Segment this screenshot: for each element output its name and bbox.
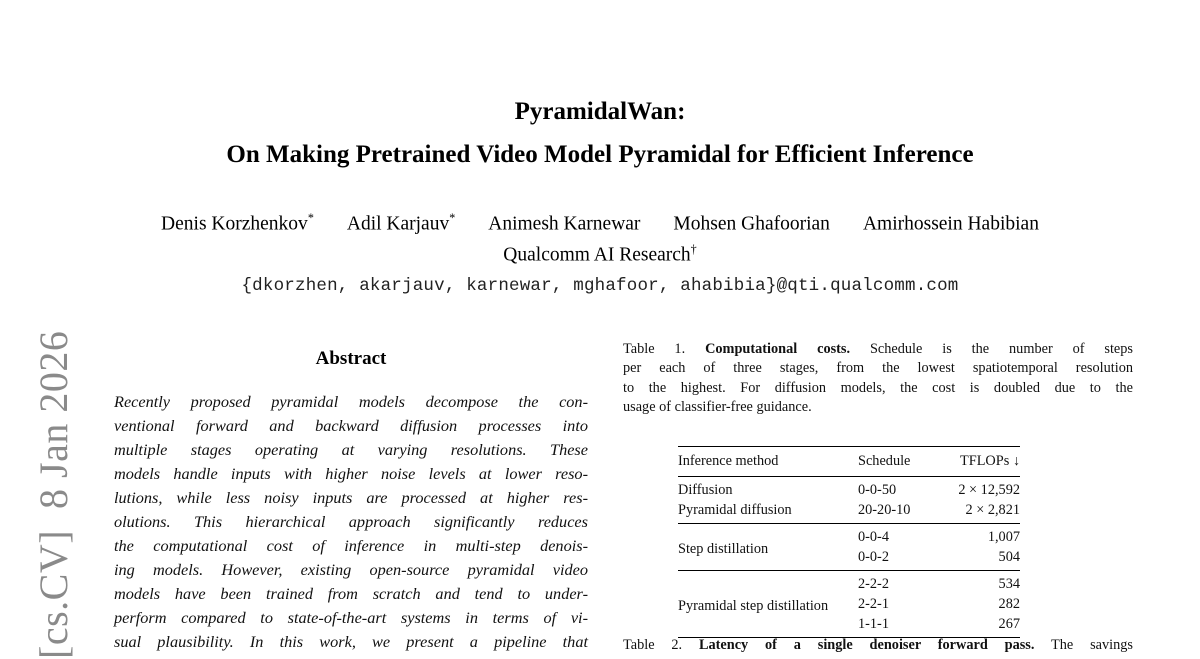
author-name: Mohsen Ghafoorian [673,213,830,235]
abstract-heading: Abstract [315,348,387,369]
paper-title [0,90,1200,176]
affiliation-mark: † [690,242,697,256]
abstract-line: the computational cost of inference in multi-step denois- [114,536,588,555]
abstract-line: multiple stages operating at varying resolutions. These [114,440,588,459]
table-row: 2-2-1 282 [858,596,1020,612]
author-name: Denis Korzhenkov* [161,211,314,235]
abstract-line: models have been trained from scratch and tend to under- [114,584,588,603]
paper-title-line-1: PyramidalWan: [514,98,686,125]
table-row: 1-1-1 267 [858,616,1020,632]
table2-caption [623,636,1133,655]
abstract-line: ventional forward and backward diffusion processes into [114,416,588,435]
abstract-line: models handle inputs with higher noise levels at lower reso- [114,464,588,483]
col-header-inference-method: Inference method [678,447,858,477]
abstract-line: ing models. However, existing open-source pyramidal video [114,560,588,579]
abstract-line: Recently proposed pyramidal models decompose the con- [114,392,588,411]
author-name: Amirhossein Habibian [862,213,1039,235]
abstract-line: perform compared to state-of-the-art systems in terms of vi- [114,608,588,627]
table1-caption-label: Table 1. [623,341,686,357]
table2-caption-bold: Latency of a single denoiser forward pass. [698,637,1035,653]
table1-caption-line: to the highest. For diffusion models, the cost is doubled due to the [623,379,1133,396]
table-row: Pyramidal step distillation 2-2-2 534 [678,571,1020,595]
author-name: Animesh Karnewar [488,213,641,235]
paper-title-line-2: On Making Pretrained Video Model Pyramidal for Efficient Inference [226,141,974,168]
abstract-text [114,390,588,654]
table2-caption-label: Table 2. [623,637,683,653]
abstract-line: sual plausibility. In this work, we present a pipeline that [114,632,588,651]
table-header-row [678,447,1020,477]
computational-costs-table [678,446,1020,638]
abstract-section [114,348,588,654]
table-row: 0-0-2 504 [858,549,1020,565]
abstract-line: olutions. This hierarchical approach significantly reduces [114,512,588,531]
table-row: Diffusion 0-0-50 2 × 12,592 [678,477,1020,501]
authors-row [0,211,1200,236]
abstract-line: lutions, while less noisy inputs are processed at higher res- [114,488,588,507]
author-name: Adil Karjauv* [346,211,456,235]
table-row: Step distillation 0-0-4 1,007 [678,524,1020,548]
author-mark: * [449,211,456,225]
table1-caption-line: Table 1. Computational costs. Schedule is the number of steps [623,341,1133,357]
table1-caption-line: per each of three stages, from the lowest spatiotemporal resolution [623,360,1133,377]
table2-caption-line: Table 2. Latency of a single denoiser forward pass. The savings [623,637,1133,653]
col-header-schedule: Schedule [858,447,936,477]
arxiv-watermark: [cs.CV] 8 Jan 2026 [31,330,76,659]
table-row: Pyramidal diffusion 20-20-10 2 × 2,821 [678,502,1020,518]
table1-caption-bold: Computational costs. [705,341,851,357]
contact-email: {dkorzhen, akarjauv, karnewar, mghafoor, ahabibia}@qti.qualcomm.com [241,276,959,296]
table1-caption-line: usage of classifier-free guidance. [623,399,812,416]
table1-caption [623,340,1133,418]
author-mark: * [307,211,314,225]
col-header-tflops: TFLOPs ↓ [936,447,1020,477]
affiliation: Qualcomm AI Research† [503,242,697,266]
